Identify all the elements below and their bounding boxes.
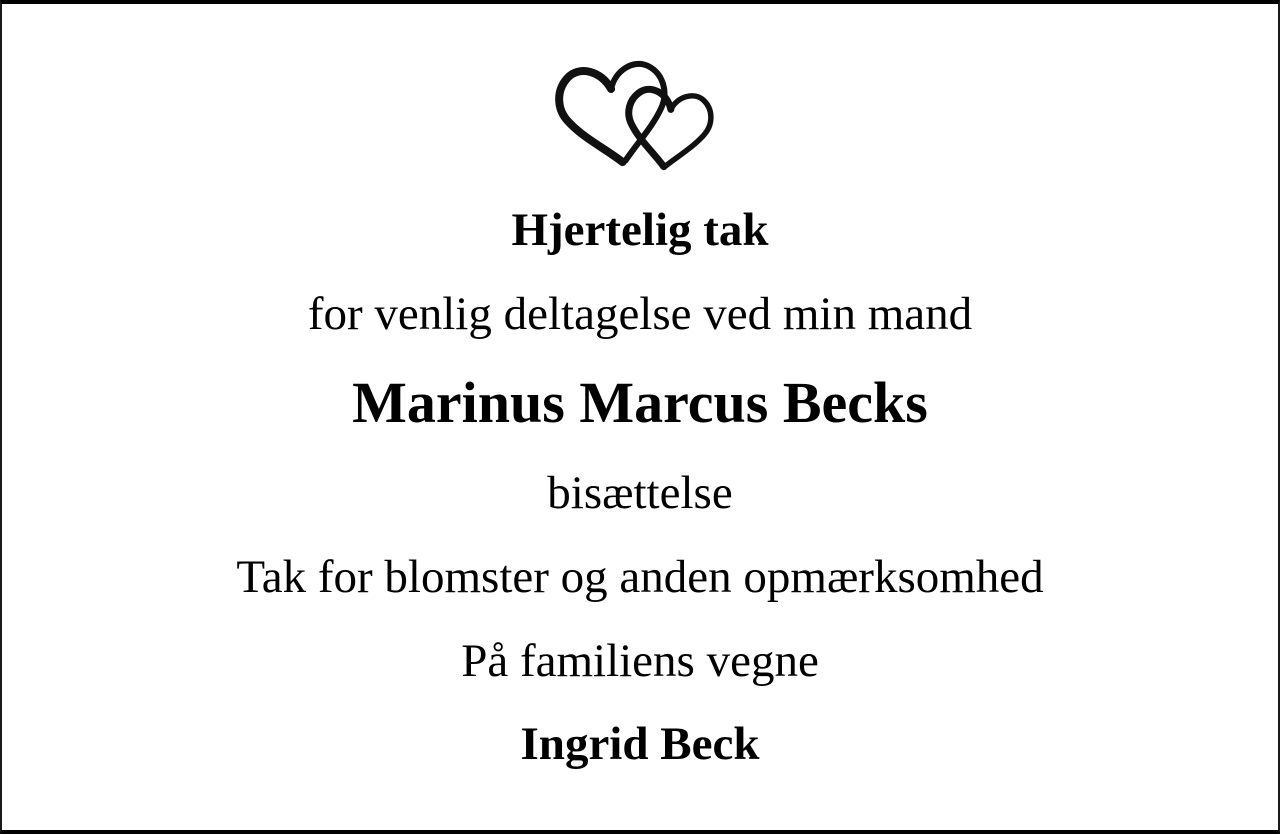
thanks-line: Tak for blomster og anden opmærksomhed: [236, 550, 1044, 603]
memorial-card-content: [2, 4, 1278, 769]
signature: Ingrid Beck: [520, 717, 760, 770]
intro-line: for venlig deltagelse ved min mand: [307, 288, 973, 341]
ceremony-line: bisættelse: [547, 466, 733, 519]
two-hearts-icon: [554, 60, 726, 176]
card-title: Hjertelig tak: [511, 204, 769, 256]
on-behalf-line: På familiens vegne: [461, 635, 819, 688]
deceased-name: Marinus Marcus Becks: [352, 369, 928, 435]
